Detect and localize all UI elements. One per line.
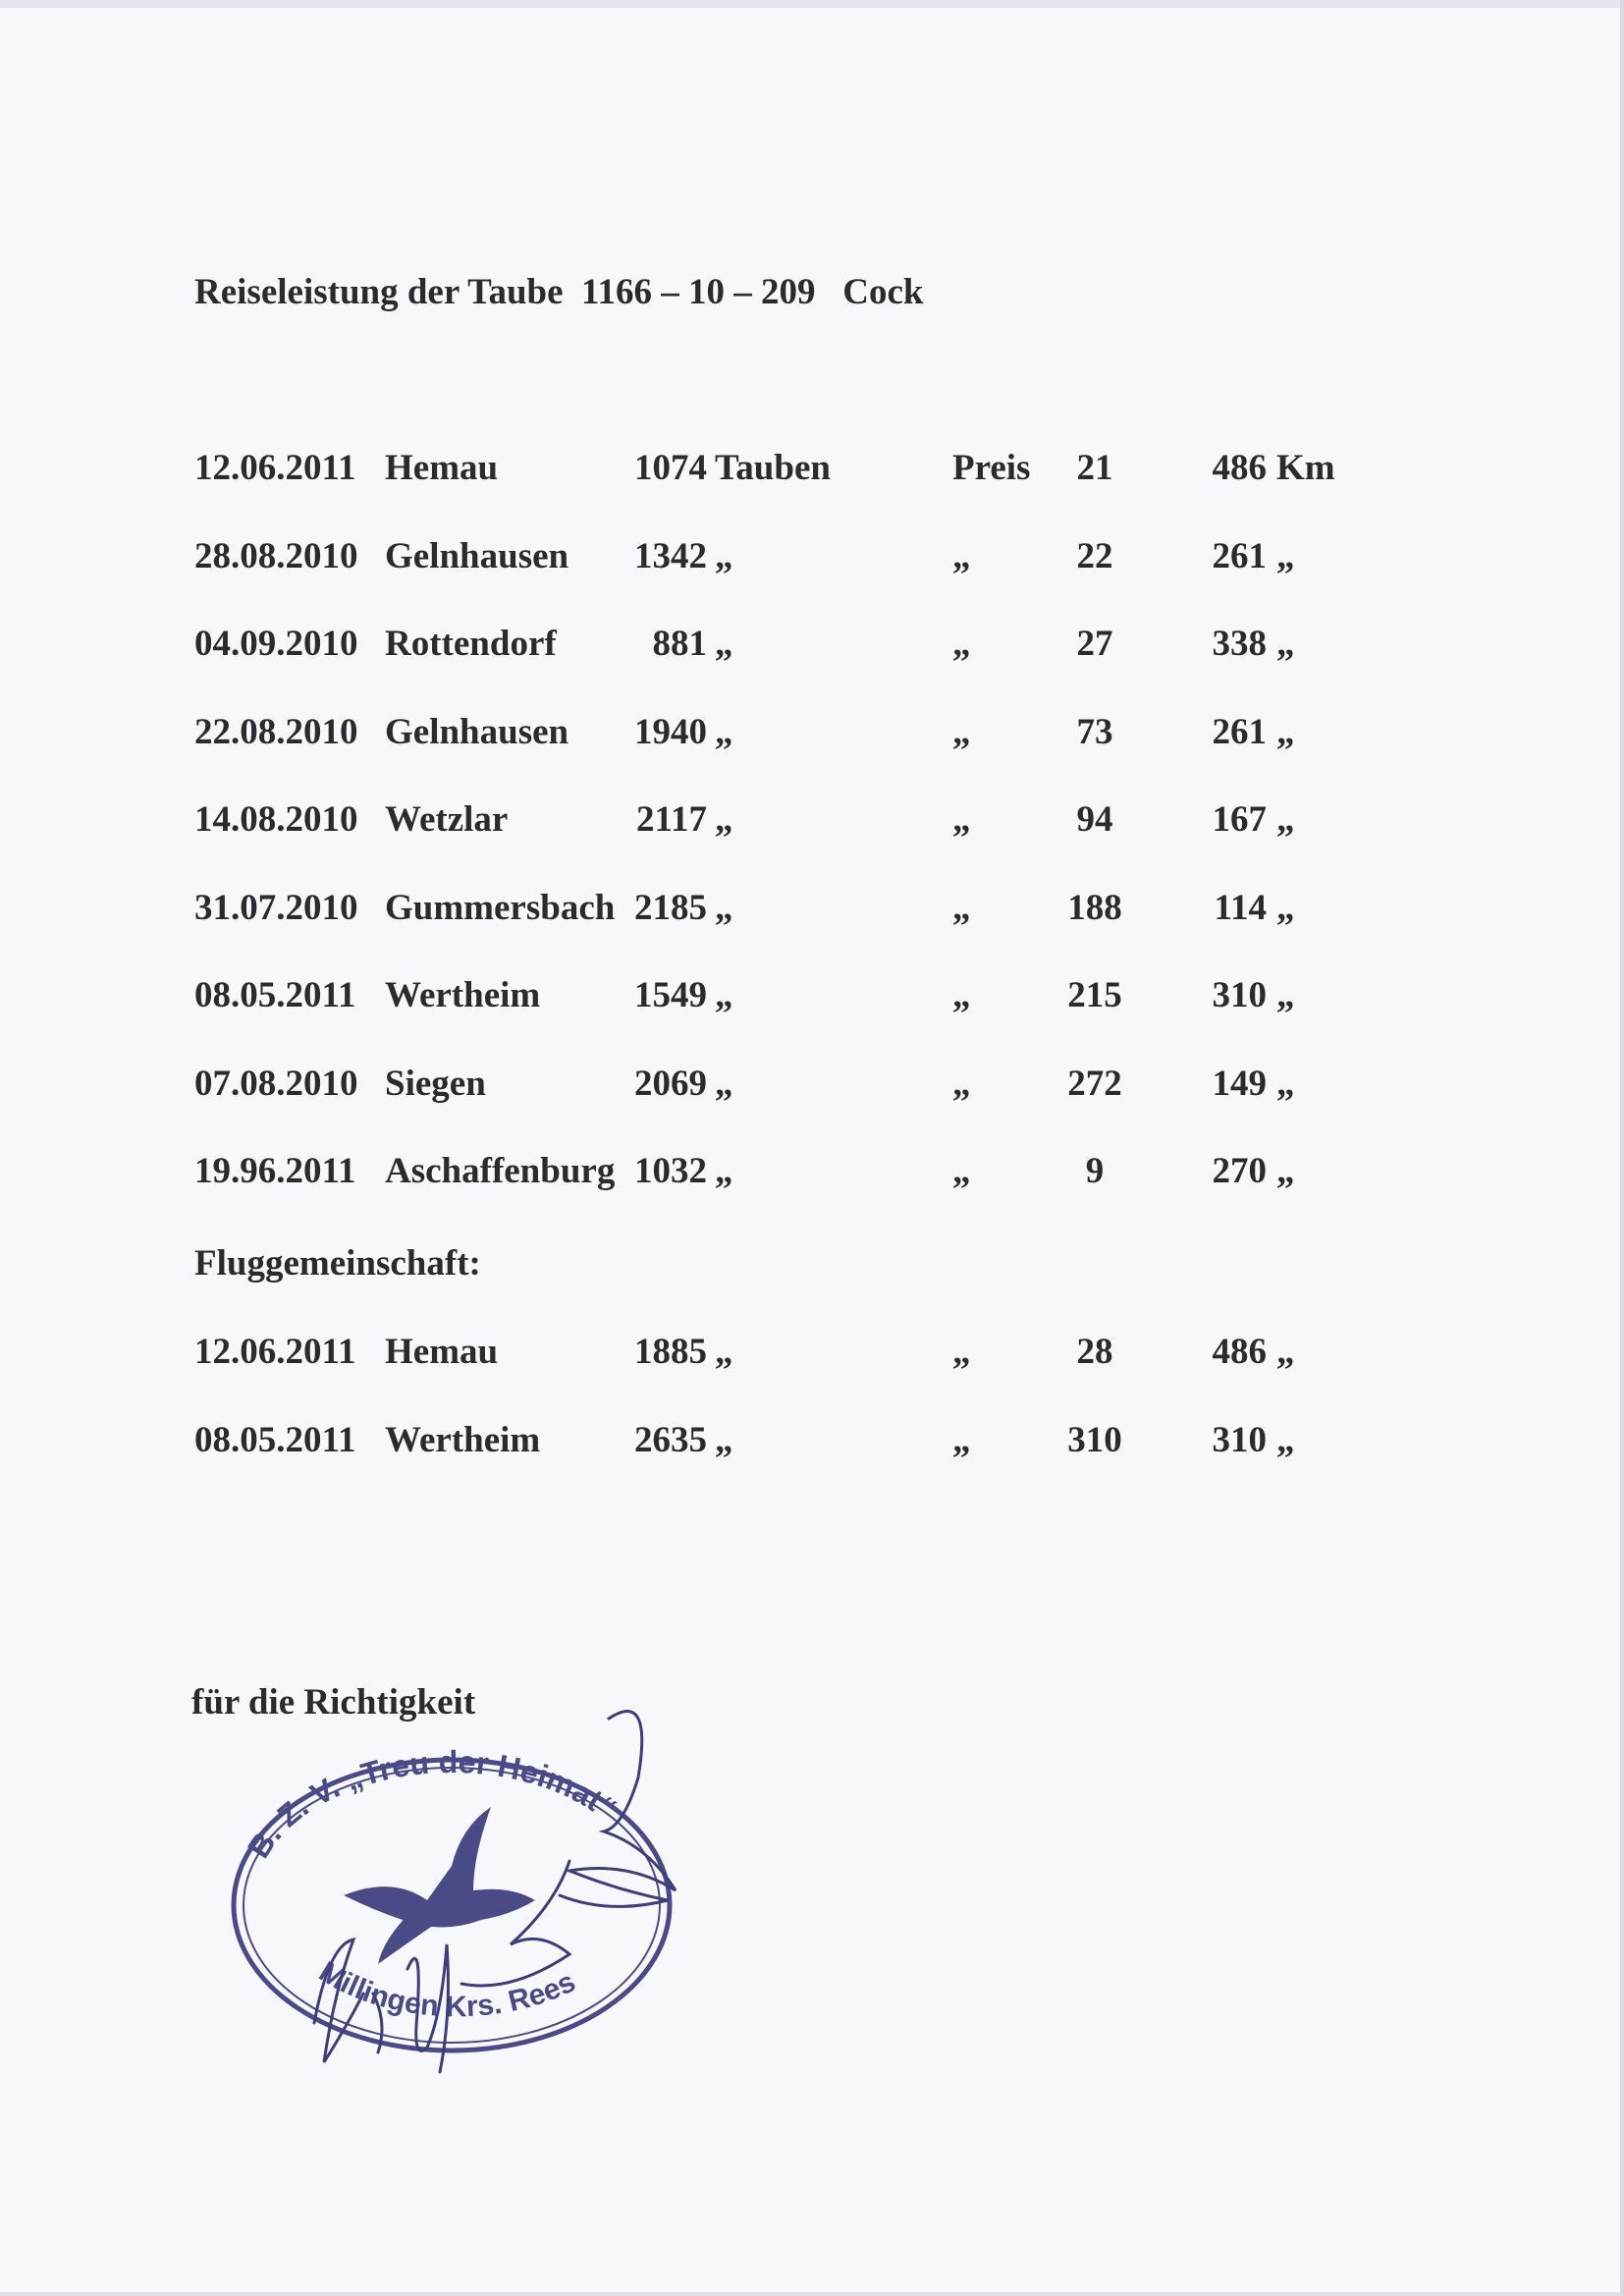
row-count: 1940 [634, 711, 707, 752]
row-place: Rottendorf [385, 624, 557, 664]
row-date: 08.05.2011 [194, 975, 356, 1015]
result-row [0, 974, 1624, 1033]
row-date: 12.06.2011 [194, 1332, 356, 1372]
row-rank: 73 [1076, 711, 1113, 752]
pigeon-icon [344, 1807, 535, 1964]
row-rank: 188 [1067, 887, 1122, 928]
row-distance-unit: „ [1276, 887, 1295, 928]
row-place: Aschaffenburg [385, 1151, 616, 1191]
row-unit-label: Tauben [715, 448, 831, 488]
row-count: 2635 [634, 1419, 707, 1460]
row-unit-label: „ [715, 711, 733, 752]
row-count: 1342 [634, 535, 707, 576]
row-unit-label: „ [715, 975, 733, 1015]
group-result-row [0, 1419, 1624, 1478]
row-distance: 114 [1214, 887, 1267, 928]
row-rank: 215 [1067, 975, 1122, 1015]
row-count: 1549 [634, 975, 707, 1015]
row-preis-label: „ [952, 1419, 971, 1460]
row-distance: 486 [1212, 448, 1267, 488]
row-distance: 310 [1212, 1419, 1267, 1460]
row-rank: 9 [1085, 1151, 1105, 1191]
row-date: 22.08.2010 [194, 711, 358, 752]
row-distance: 338 [1212, 624, 1267, 664]
result-row [0, 535, 1624, 594]
result-row [0, 887, 1624, 946]
row-date: 28.08.2010 [194, 535, 358, 576]
row-place: Wertheim [385, 1419, 541, 1460]
result-row [0, 1063, 1624, 1121]
row-preis-label: „ [952, 1151, 971, 1191]
row-place: Gelnhausen [385, 535, 569, 576]
result-row [0, 711, 1624, 770]
row-distance-unit: Km [1276, 448, 1335, 488]
scan-edge-top [0, 0, 1624, 8]
row-place: Gelnhausen [385, 711, 569, 752]
row-preis-label: „ [952, 1332, 971, 1372]
row-place: Hemau [385, 448, 499, 488]
result-row [0, 447, 1624, 506]
row-date: 31.07.2010 [194, 887, 358, 928]
row-rank: 21 [1076, 448, 1113, 488]
row-distance: 310 [1212, 975, 1267, 1015]
row-rank: 310 [1067, 1419, 1122, 1460]
scan-edge-bottom [0, 2292, 1624, 2296]
row-distance-unit: „ [1276, 1332, 1295, 1372]
document-title: Reiseleistung der Taube 1166 – 10 – 209 Cock [194, 272, 924, 312]
row-distance-unit: „ [1276, 1063, 1295, 1104]
row-distance-unit: „ [1276, 975, 1295, 1015]
row-unit-label: „ [715, 799, 733, 840]
row-place: Hemau [385, 1332, 499, 1372]
row-rank: 28 [1076, 1332, 1113, 1372]
result-row [0, 623, 1624, 682]
row-unit-label: „ [715, 624, 733, 664]
row-rank: 272 [1067, 1063, 1122, 1104]
row-unit-label: „ [715, 1419, 733, 1460]
row-distance: 270 [1212, 1151, 1267, 1191]
row-count: 1074 [634, 448, 707, 488]
row-preis-label: „ [952, 711, 971, 752]
row-count: 2185 [634, 887, 707, 928]
row-place: Gummersbach [385, 887, 616, 928]
certification-text: für die Richtigkeit [191, 1682, 476, 1722]
row-distance: 167 [1212, 799, 1267, 840]
scan-edge-right [1620, 0, 1624, 2296]
row-unit-label: „ [715, 887, 733, 928]
row-place: Siegen [385, 1063, 486, 1104]
row-preis-label: „ [952, 535, 971, 576]
stamp-top-text [241, 1744, 623, 1864]
row-unit-label: „ [715, 535, 733, 576]
club-stamp [216, 1699, 707, 2092]
row-preis-label: „ [952, 1063, 971, 1104]
row-distance-unit: „ [1276, 1151, 1295, 1191]
row-unit-label: „ [715, 1151, 733, 1191]
row-count: 1885 [634, 1332, 707, 1372]
row-rank: 94 [1076, 799, 1113, 840]
row-preis-label: „ [952, 624, 971, 664]
row-count: 2069 [634, 1063, 707, 1104]
row-preis-label: „ [952, 799, 971, 840]
row-distance-unit: „ [1276, 799, 1295, 840]
row-preis-label: „ [952, 975, 971, 1015]
row-date: 04.09.2010 [194, 624, 358, 664]
row-count: 881 [652, 624, 707, 664]
row-date: 07.08.2010 [194, 1063, 358, 1104]
row-place: Wertheim [385, 975, 541, 1015]
row-rank: 27 [1076, 624, 1113, 664]
row-distance: 486 [1212, 1332, 1267, 1372]
result-row [0, 1150, 1624, 1209]
result-row [0, 798, 1624, 857]
row-rank: 22 [1076, 535, 1113, 576]
group-result-row [0, 1331, 1624, 1390]
section-label: Fluggemeinschaft: [194, 1243, 481, 1284]
row-preis-label: Preis [952, 448, 1031, 488]
row-preis-label: „ [952, 887, 971, 928]
row-date: 19.96.2011 [194, 1151, 356, 1191]
row-place: Wetzlar [385, 799, 509, 840]
stamp-bottom-path: Millingen Krs. Rees [313, 1955, 581, 2024]
row-distance-unit: „ [1276, 711, 1295, 752]
row-count: 2117 [636, 799, 707, 840]
row-count: 1032 [634, 1151, 707, 1191]
row-date: 12.06.2011 [194, 448, 356, 488]
row-distance-unit: „ [1276, 535, 1295, 576]
row-distance-unit: „ [1276, 1419, 1295, 1460]
row-distance: 149 [1212, 1063, 1267, 1104]
row-unit-label: „ [715, 1063, 733, 1104]
stamp-top-path: B. Z. V. „Treu der Heimat“ [240, 1743, 623, 1865]
row-distance: 261 [1212, 535, 1267, 576]
row-date: 08.05.2011 [194, 1419, 356, 1460]
row-distance-unit: „ [1276, 624, 1295, 664]
row-date: 14.08.2010 [194, 799, 358, 840]
row-unit-label: „ [715, 1332, 733, 1372]
row-distance: 261 [1212, 711, 1267, 752]
